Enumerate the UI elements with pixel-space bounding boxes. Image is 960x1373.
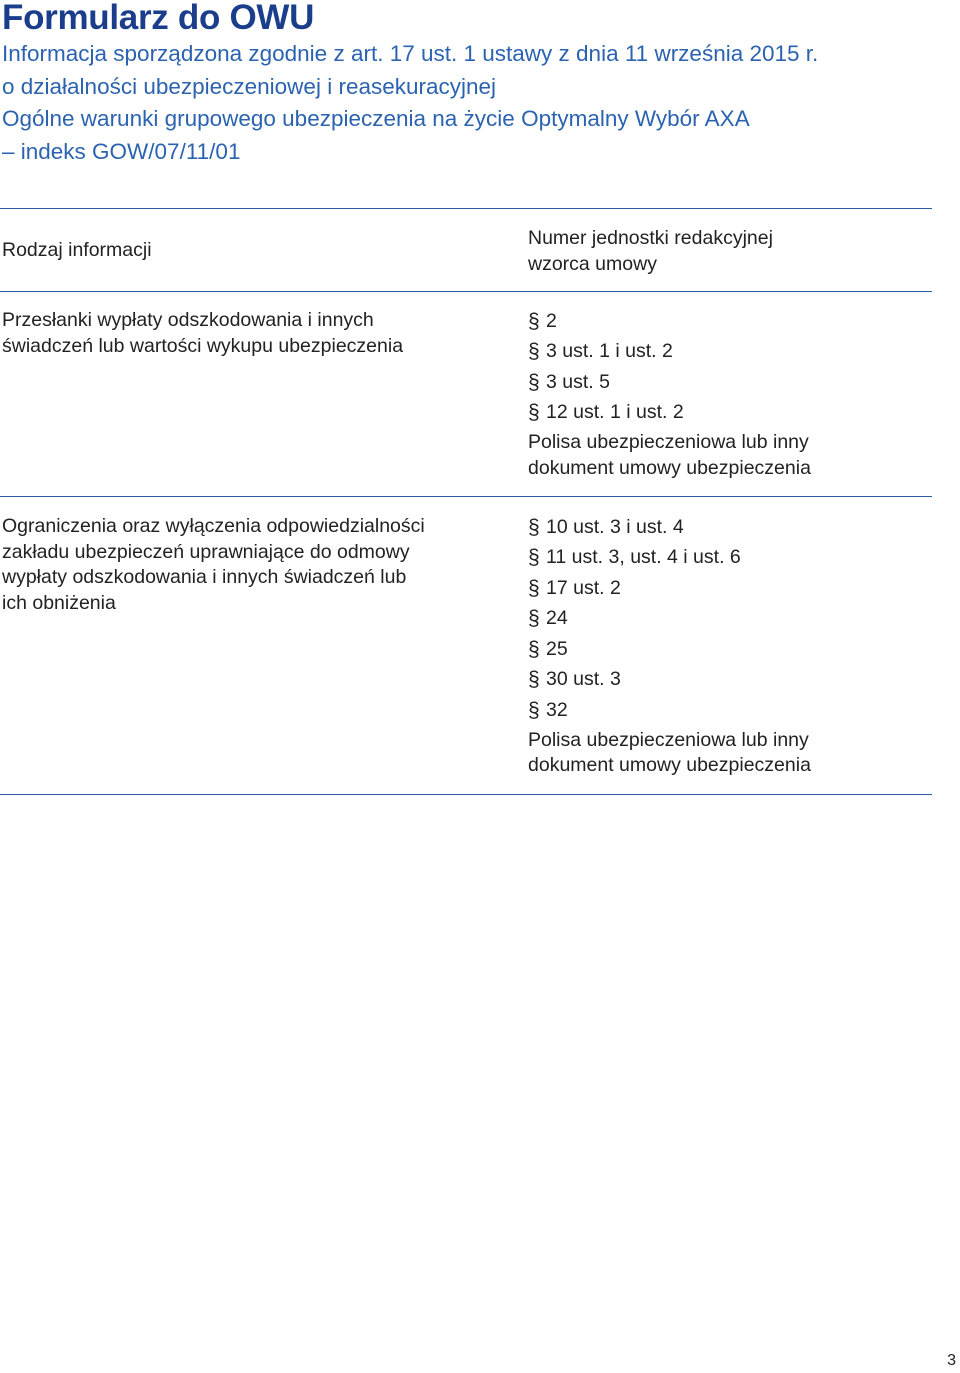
table-bottom-rule <box>0 794 932 795</box>
reference-item <box>528 543 938 574</box>
column-header-type: Rodzaj informacji <box>2 239 152 261</box>
table-row-info <box>2 514 492 616</box>
column-header-unit-line: wzorca umowy <box>528 252 657 275</box>
table-top-rule <box>0 208 932 209</box>
section-sign-icon: § <box>528 309 540 333</box>
info-line: Przesłanki wypłaty odszkodowania i innych <box>2 309 374 331</box>
reference-item <box>528 695 938 726</box>
table-row-divider <box>0 496 932 497</box>
reference-item <box>528 573 938 604</box>
section-sign-icon: § <box>528 698 540 722</box>
section-sign-icon: § <box>528 637 540 661</box>
reference-text: 30 ust. 3 <box>546 668 621 690</box>
section-sign-icon: § <box>528 576 540 600</box>
reference-item <box>528 665 938 696</box>
section-sign-icon: § <box>528 515 540 539</box>
section-sign-icon: § <box>528 401 540 424</box>
info-line: ich obniżenia <box>2 591 116 614</box>
info-line: wypłaty odszkodowania i innych świadczeń lub <box>2 566 407 588</box>
table-header-rule <box>0 291 932 292</box>
document-title: Formularz do OWU <box>2 0 315 37</box>
table-row-info <box>2 308 492 359</box>
reference-text: 3 ust. 1 i ust. 2 <box>546 340 673 362</box>
column-header-unit <box>528 226 938 277</box>
info-line: Ograniczenia oraz wyłączenia odpowiedzialności <box>2 515 425 537</box>
policy-note-line: dokument umowy ubezpieczenia <box>528 754 811 776</box>
reference-text: 32 <box>546 698 568 721</box>
document-subtitle <box>2 38 952 168</box>
reference-item <box>528 398 938 429</box>
info-line: świadczeń lub wartości wykupu ubezpieczenia <box>2 334 404 357</box>
section-sign-icon: § <box>528 370 540 394</box>
reference-item <box>528 306 938 337</box>
policy-note-line: dokument umowy ubezpieczenia <box>528 456 811 479</box>
subtitle-line: – indeks GOW/07/11/01 <box>2 138 241 164</box>
reference-item <box>528 337 938 368</box>
reference-text: 12 ust. 1 i ust. 2 <box>546 401 684 423</box>
reference-text: 11 ust. 3, ust. 4 i ust. 6 <box>546 546 741 568</box>
reference-text: 25 <box>546 637 568 660</box>
reference-text: 10 ust. 3 i ust. 4 <box>546 515 684 538</box>
subtitle-line: Ogólne warunki grupowego ubezpieczenia na życie Optymalny Wybór AXA <box>2 106 750 131</box>
table-row-refs <box>528 306 938 481</box>
policy-note <box>528 728 938 779</box>
policy-note <box>528 430 938 481</box>
reference-text: 24 <box>546 607 568 629</box>
policy-note-line: Polisa ubezpieczeniowa lub inny <box>528 728 809 751</box>
column-header-unit-line: Numer jednostki redakcyjnej <box>528 227 773 249</box>
reference-text: 2 <box>546 309 557 332</box>
section-sign-icon: § <box>528 340 540 363</box>
reference-item <box>528 367 938 398</box>
subtitle-line: o działalności ubezpieczeniowej i reasekuracyjnej <box>2 73 497 99</box>
section-sign-icon: § <box>528 607 540 630</box>
page-number: 3 <box>947 1352 956 1369</box>
section-sign-icon: § <box>528 668 540 691</box>
section-sign-icon: § <box>528 546 540 569</box>
reference-item <box>528 604 938 635</box>
reference-list <box>528 306 938 428</box>
policy-note-line: Polisa ubezpieczeniowa lub inny <box>528 431 809 453</box>
reference-text: 17 ust. 2 <box>546 576 621 599</box>
reference-item <box>528 634 938 665</box>
reference-item <box>528 512 938 543</box>
table-row-refs <box>528 512 938 779</box>
reference-text: 3 ust. 5 <box>546 370 610 393</box>
reference-list <box>528 512 938 726</box>
subtitle-line: Informacja sporządzona zgodnie z art. 17 ust. 1 ustawy z dnia 11 września 2015 r. <box>2 41 819 66</box>
info-line: zakładu ubezpieczeń uprawniające do odmowy <box>2 540 410 563</box>
